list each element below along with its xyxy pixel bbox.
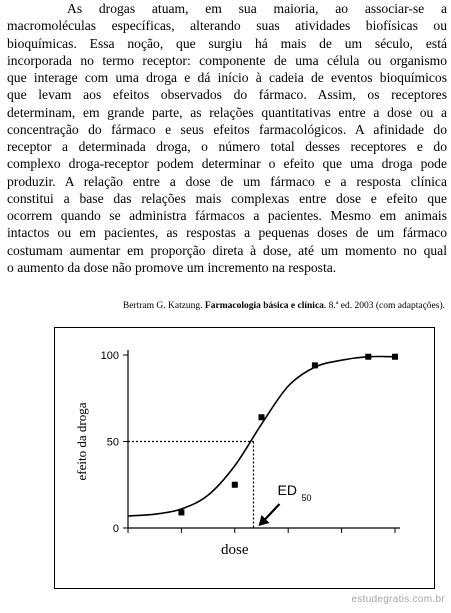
citation-edition: . 8.ª ed. 2003 (com adaptações). (323, 301, 445, 311)
y-tick-label: 50 (106, 436, 119, 449)
data-point (232, 482, 238, 488)
dose-response-curve (128, 356, 395, 515)
y-tick-label: 100 (100, 350, 119, 362)
passage-line: concentração do fármaco e seus efeitos farmacológicos. A afinidade do (7, 121, 447, 137)
passage-line: constitui a base das relações mais complexas entre dose e efeito que (7, 190, 447, 206)
ed50-arrow-shaft (263, 504, 279, 521)
data-point (365, 354, 371, 360)
dose-response-figure (54, 327, 435, 589)
y-tick-label: 0 (112, 523, 119, 535)
passage-line: costumam aumentar em proporção direta à dose, até um momento no qual (7, 242, 447, 258)
passage-line: determinam, em grande parte, as relações quantitativas entre a dose ou a (7, 104, 447, 120)
passage-line: bioquímicas. Essa noção, que surgiu há mais de um século, está (7, 35, 447, 51)
passage-line: incorporada no termo receptor: componente de uma célula ou organismo (7, 52, 447, 68)
data-point (392, 354, 398, 360)
dose-response-chart (55, 328, 436, 590)
passage-line: ocorrem quando se administra fármacos a pacientes. Mesmo em animais (7, 208, 447, 223)
passage-line: que interage com uma droga e dá início à cadeia de eventos bioquímicos (7, 70, 447, 85)
citation-author: Bertram G. Katzung. (122, 301, 203, 311)
passage-line: produzir. A relação entre a dose de um fármaco e a resposta clínica (7, 173, 447, 189)
source-citation (123, 301, 445, 311)
data-point (259, 414, 265, 420)
passage-line: que levam aos efeitos observados do fármaco. Assim, os receptores (7, 87, 447, 103)
ed50-label: ED (277, 482, 297, 498)
passage-line: receptor a determinada droga, o número total desses receptores e do (7, 139, 447, 154)
passage-line: As drogas atuam, em sua maioria, ao associar-se a (67, 1, 447, 16)
citation-title: Farmacologia básica e clínica (204, 301, 324, 311)
x-axis-label: dose (221, 542, 249, 558)
data-point (312, 362, 318, 368)
passage-line: intactos ou em pacientes, as respostas a pequenas doses de um fármaco (7, 225, 447, 241)
data-point (178, 509, 184, 515)
passage-line: complexo droga-receptor podem determinar o efeito que uma droga pode (7, 156, 447, 172)
passage-line: o aumento da dose não promove um incremento na resposta. (7, 259, 337, 275)
ed50-subscript: 50 (301, 493, 312, 503)
passage-text (7, 0, 447, 276)
watermark: estudegratis.com.br (351, 594, 445, 605)
passage-line: macromoléculas específicas, alterando suas atividades biofísicas ou (7, 18, 447, 34)
y-axis-label: efeito da droga (74, 402, 89, 481)
